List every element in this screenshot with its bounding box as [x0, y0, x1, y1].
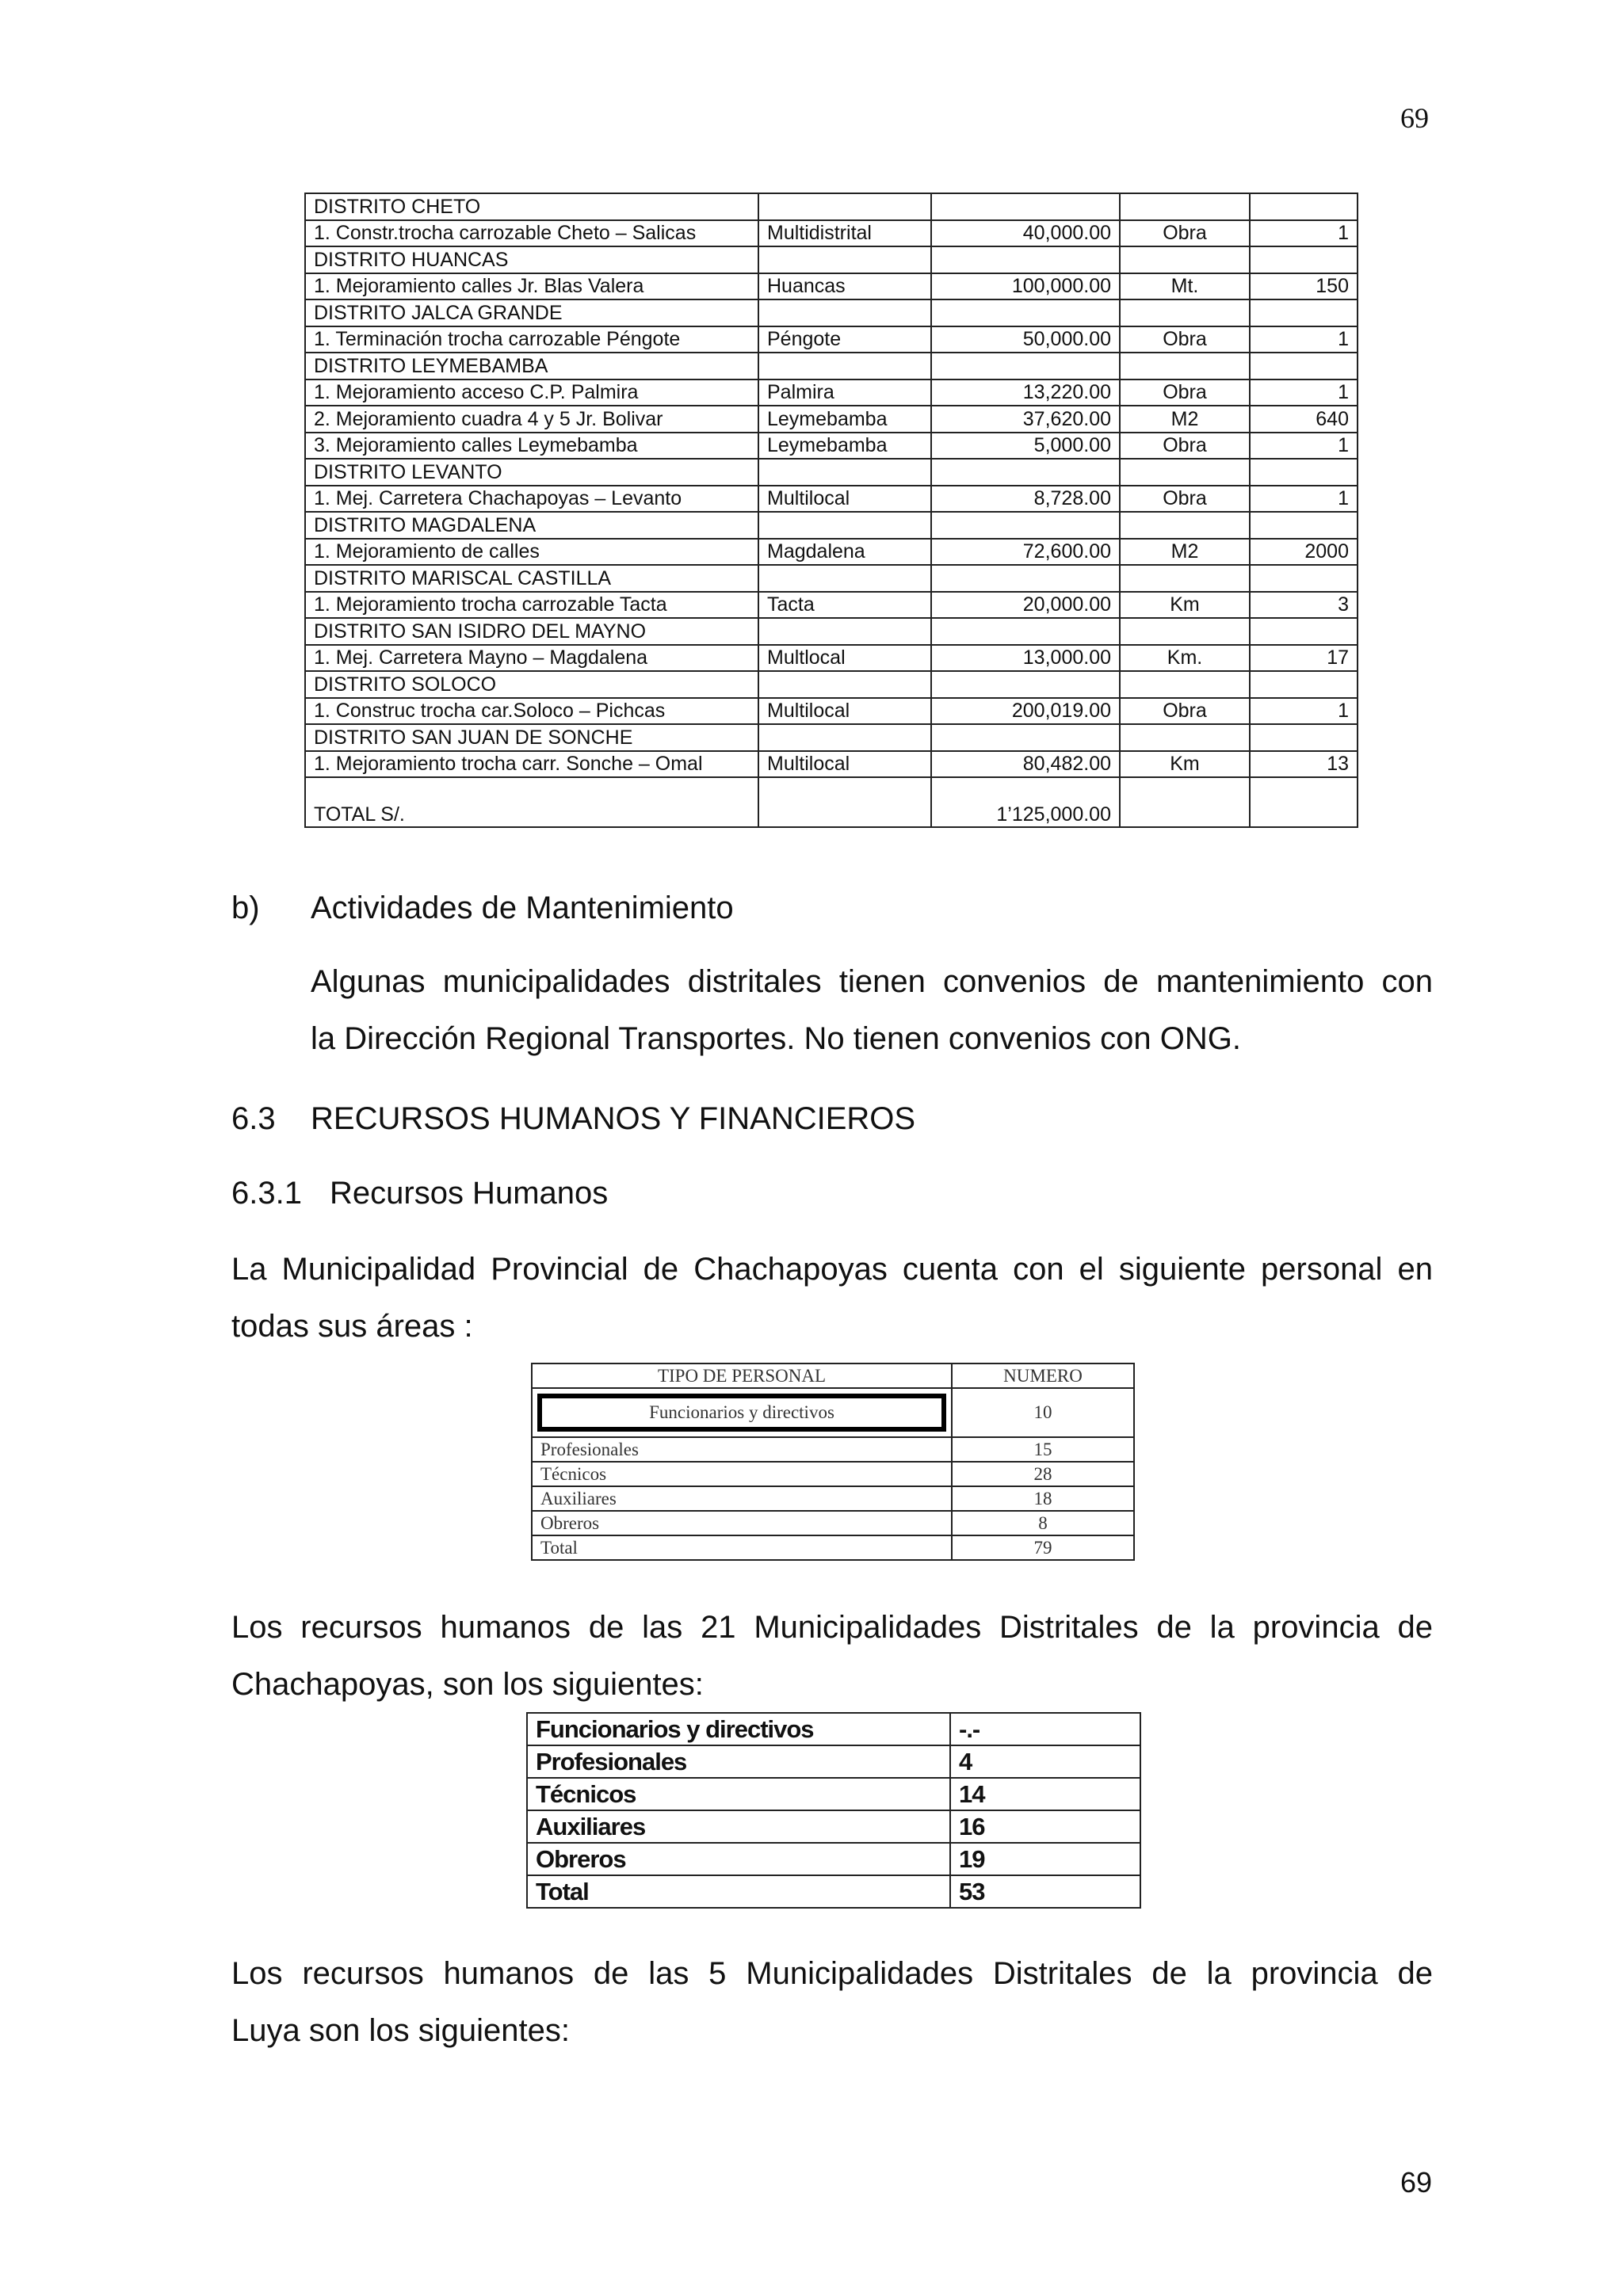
place-cell: [758, 193, 931, 220]
project-amount: 72,600.00: [931, 539, 1120, 566]
project-amount: 80,482.00: [931, 751, 1120, 778]
district-name: DISTRITO LEVANTO: [305, 459, 758, 486]
unit-cell: [1120, 565, 1250, 592]
district-row: [305, 512, 1358, 539]
total-label: TOTAL S/.: [305, 777, 758, 827]
project-place: Magdalena: [758, 539, 931, 566]
project-row: [305, 698, 1358, 725]
project-unit: Km: [1120, 751, 1250, 778]
amount-cell: [931, 671, 1120, 698]
district-name: DISTRITO MAGDALENA: [305, 512, 758, 539]
personal-label: Profesionales: [532, 1437, 952, 1462]
project-qty: 1: [1250, 326, 1358, 353]
project-row: [305, 220, 1358, 247]
district-label: Obreros: [527, 1843, 950, 1875]
district-value: 4: [950, 1745, 1140, 1778]
project-name: 1. Mejoramiento trocha carrozable Tacta: [305, 592, 758, 619]
district-value: 19: [950, 1843, 1140, 1875]
section-b-line1: Algunas municipalidades distritales tienen convenios de mantenimiento con: [311, 964, 1433, 999]
unit-cell: [1120, 299, 1250, 326]
project-unit: Km: [1120, 592, 1250, 619]
project-place: Multilocal: [758, 486, 931, 513]
project-name: 2. Mejoramiento cuadra 4 y 5 Jr. Bolivar: [305, 406, 758, 433]
project-unit: Km.: [1120, 645, 1250, 672]
amount-cell: [931, 299, 1120, 326]
qty-cell: [1250, 618, 1358, 645]
place-cell: [758, 724, 931, 751]
personal-row: [532, 1511, 1134, 1535]
project-qty: 640: [1250, 406, 1358, 433]
project-place: Péngote: [758, 326, 931, 353]
project-amount: 20,000.00: [931, 592, 1120, 619]
project-row: [305, 592, 1358, 619]
amount-cell: [931, 724, 1120, 751]
section-63-number: 6.3: [231, 1101, 276, 1136]
district-row: [527, 1810, 1140, 1843]
para-provincial-line2: todas sus áreas :: [231, 1309, 473, 1344]
amount-cell: [931, 353, 1120, 379]
personal-row: [532, 1462, 1134, 1486]
project-qty: 13: [1250, 751, 1358, 778]
district-name: DISTRITO SAN JUAN DE SONCHE: [305, 724, 758, 751]
place-cell: [758, 565, 931, 592]
district-row: [305, 565, 1358, 592]
district-value: -.-: [950, 1713, 1140, 1745]
unit-cell: [1120, 353, 1250, 379]
project-unit: Obra: [1120, 220, 1250, 247]
project-qty: 1: [1250, 486, 1358, 513]
project-qty: 2000: [1250, 539, 1358, 566]
project-unit: M2: [1120, 539, 1250, 566]
district-name: DISTRITO LEYMEBAMBA: [305, 353, 758, 379]
projects-table: [304, 193, 1358, 828]
project-name: 1. Mej. Carretera Mayno – Magdalena: [305, 645, 758, 672]
project-qty: 1: [1250, 433, 1358, 460]
place-cell: [758, 459, 931, 486]
amount-cell: [931, 618, 1120, 645]
personal-label: Auxiliares: [532, 1486, 952, 1511]
district-name: DISTRITO SAN ISIDRO DEL MAYNO: [305, 618, 758, 645]
unit-cell: [1120, 193, 1250, 220]
project-amount: 40,000.00: [931, 220, 1120, 247]
para-provincial-line1: La Municipalidad Provincial de Chachapoyas cuenta con el siguiente personal en: [231, 1252, 1433, 1287]
project-unit: Obra: [1120, 698, 1250, 725]
personal-row: [532, 1486, 1134, 1511]
district-row: [527, 1843, 1140, 1875]
district-row: [305, 353, 1358, 379]
district-row: [527, 1875, 1140, 1908]
para-21-line2: Chachapoyas, son los siguientes:: [231, 1667, 704, 1702]
qty-cell: [1250, 724, 1358, 751]
project-place: Tacta: [758, 592, 931, 619]
section-b-heading: Actividades de Mantenimiento: [311, 891, 734, 925]
district-row: [305, 246, 1358, 273]
section-b-marker: b): [231, 891, 260, 925]
district-name: DISTRITO SOLOCO: [305, 671, 758, 698]
project-name: 1. Mejoramiento de calles: [305, 539, 758, 566]
project-name: 1. Constr.trocha carrozable Cheto – Salicas: [305, 220, 758, 247]
project-amount: 200,019.00: [931, 698, 1120, 725]
project-row: [305, 486, 1358, 513]
project-amount: 50,000.00: [931, 326, 1120, 353]
project-row: [305, 379, 1358, 406]
district-row: [305, 724, 1358, 751]
para-21-line1: Los recursos humanos de las 21 Municipalidades Distritales de la provincia de: [231, 1610, 1433, 1645]
qty-cell: [1250, 246, 1358, 273]
district-label: Técnicos: [527, 1778, 950, 1810]
district-row: [305, 193, 1358, 220]
qty-cell: [1250, 512, 1358, 539]
district-row: [305, 618, 1358, 645]
project-qty: 1: [1250, 379, 1358, 406]
total-amount: 1’125,000.00: [931, 777, 1120, 827]
project-qty: 1: [1250, 220, 1358, 247]
unit-cell: [1120, 246, 1250, 273]
district-row: [305, 459, 1358, 486]
personal-header-row: [532, 1363, 1134, 1388]
district-row: [527, 1713, 1140, 1745]
personal-row: [532, 1388, 1134, 1437]
project-qty: 1: [1250, 698, 1358, 725]
project-unit: M2: [1120, 406, 1250, 433]
project-row: [305, 406, 1358, 433]
unit-cell: [1120, 618, 1250, 645]
project-qty: 3: [1250, 592, 1358, 619]
district-row: [527, 1778, 1140, 1810]
personal-label: Funcionarios y directivos: [537, 1394, 946, 1432]
page-number-bottom: 69: [1400, 2166, 1433, 2199]
project-name: 1. Mej. Carretera Chachapoyas – Levanto: [305, 486, 758, 513]
project-unit: Mt.: [1120, 273, 1250, 300]
qty-cell: [1250, 299, 1358, 326]
unit-cell: [1120, 459, 1250, 486]
district-label: Profesionales: [527, 1745, 950, 1778]
project-unit: Obra: [1120, 379, 1250, 406]
place-cell: [758, 299, 931, 326]
project-row: [305, 645, 1358, 672]
amount-cell: [931, 193, 1120, 220]
district-row: [527, 1745, 1140, 1778]
para-5-line1: Los recursos humanos de las 5 Municipalidades Distritales de la provincia de: [231, 1956, 1433, 1991]
place-cell: [758, 246, 931, 273]
project-place: Multlocal: [758, 645, 931, 672]
page-number-top: 69: [1400, 102, 1429, 134]
district-staff-table: [526, 1712, 1141, 1909]
qty-cell: [1250, 459, 1358, 486]
project-place: Multidistrital: [758, 220, 931, 247]
district-label: Funcionarios y directivos: [527, 1713, 950, 1745]
unit-cell: [1120, 671, 1250, 698]
personal-label: Técnicos: [532, 1462, 952, 1486]
personal-value: 18: [952, 1486, 1134, 1511]
project-unit: Obra: [1120, 433, 1250, 460]
project-place: Leymebamba: [758, 433, 931, 460]
amount-cell: [931, 459, 1120, 486]
district-label: Total: [527, 1875, 950, 1908]
project-amount: 13,000.00: [931, 645, 1120, 672]
district-row: [305, 671, 1358, 698]
district-value: 14: [950, 1778, 1140, 1810]
project-amount: 100,000.00: [931, 273, 1120, 300]
header-type: TIPO DE PERSONAL: [532, 1363, 952, 1388]
project-amount: 13,220.00: [931, 379, 1120, 406]
project-place: Huancas: [758, 273, 931, 300]
personal-table: [531, 1363, 1135, 1561]
project-amount: 8,728.00: [931, 486, 1120, 513]
project-row: [305, 539, 1358, 566]
qty-cell: [1250, 671, 1358, 698]
section-631-title: Recursos Humanos: [330, 1176, 609, 1211]
district-name: DISTRITO CHETO: [305, 193, 758, 220]
project-place: Palmira: [758, 379, 931, 406]
qty-cell: [1250, 565, 1358, 592]
amount-cell: [931, 565, 1120, 592]
project-name: 3. Mejoramiento calles Leymebamba: [305, 433, 758, 460]
district-label: Auxiliares: [527, 1810, 950, 1843]
unit-cell: [1120, 512, 1250, 539]
district-name: DISTRITO MARISCAL CASTILLA: [305, 565, 758, 592]
personal-label-cell: [532, 1388, 952, 1437]
project-place: Multilocal: [758, 751, 931, 778]
project-amount: 5,000.00: [931, 433, 1120, 460]
section-631-number: 6.3.1: [231, 1176, 302, 1211]
project-name: 1. Mejoramiento trocha carr. Sonche – Omal: [305, 751, 758, 778]
district-row: [305, 299, 1358, 326]
personal-value: 15: [952, 1437, 1134, 1462]
district-value: 16: [950, 1810, 1140, 1843]
place-cell: [758, 618, 931, 645]
section-b-line2: la Dirección Regional Transportes. No tienen convenios con ONG.: [311, 1021, 1241, 1056]
project-name: 1. Mejoramiento acceso C.P. Palmira: [305, 379, 758, 406]
district-name: DISTRITO JALCA GRANDE: [305, 299, 758, 326]
projects-total-row: [305, 777, 1358, 827]
personal-label: Obreros: [532, 1511, 952, 1535]
project-name: 1. Terminación trocha carrozable Péngote: [305, 326, 758, 353]
qty-cell: [1250, 193, 1358, 220]
personal-value: 28: [952, 1462, 1134, 1486]
project-name: 1. Mejoramiento calles Jr. Blas Valera: [305, 273, 758, 300]
place-cell: [758, 512, 931, 539]
district-name: DISTRITO HUANCAS: [305, 246, 758, 273]
project-place: Multilocal: [758, 698, 931, 725]
place-cell: [758, 353, 931, 379]
header-number: NUMERO: [952, 1363, 1134, 1388]
unit-cell: [1120, 724, 1250, 751]
amount-cell: [931, 512, 1120, 539]
personal-value: 10: [952, 1388, 1134, 1437]
personal-value: 8: [952, 1511, 1134, 1535]
project-qty: 150: [1250, 273, 1358, 300]
project-name: 1. Construc trocha car.Soloco – Pichcas: [305, 698, 758, 725]
para-5-line2: Luya son los siguientes:: [231, 2013, 570, 2048]
project-row: [305, 433, 1358, 460]
project-qty: 17: [1250, 645, 1358, 672]
project-row: [305, 273, 1358, 300]
qty-cell: [1250, 353, 1358, 379]
personal-label: Total: [532, 1535, 952, 1560]
personal-row: [532, 1535, 1134, 1560]
project-unit: Obra: [1120, 326, 1250, 353]
project-row: [305, 326, 1358, 353]
place-cell: [758, 671, 931, 698]
amount-cell: [931, 246, 1120, 273]
section-63-title: RECURSOS HUMANOS Y FINANCIEROS: [311, 1101, 916, 1136]
project-place: Leymebamba: [758, 406, 931, 433]
personal-value: 79: [952, 1535, 1134, 1560]
district-value: 53: [950, 1875, 1140, 1908]
personal-row: [532, 1437, 1134, 1462]
project-unit: Obra: [1120, 486, 1250, 513]
project-row: [305, 751, 1358, 778]
project-amount: 37,620.00: [931, 406, 1120, 433]
